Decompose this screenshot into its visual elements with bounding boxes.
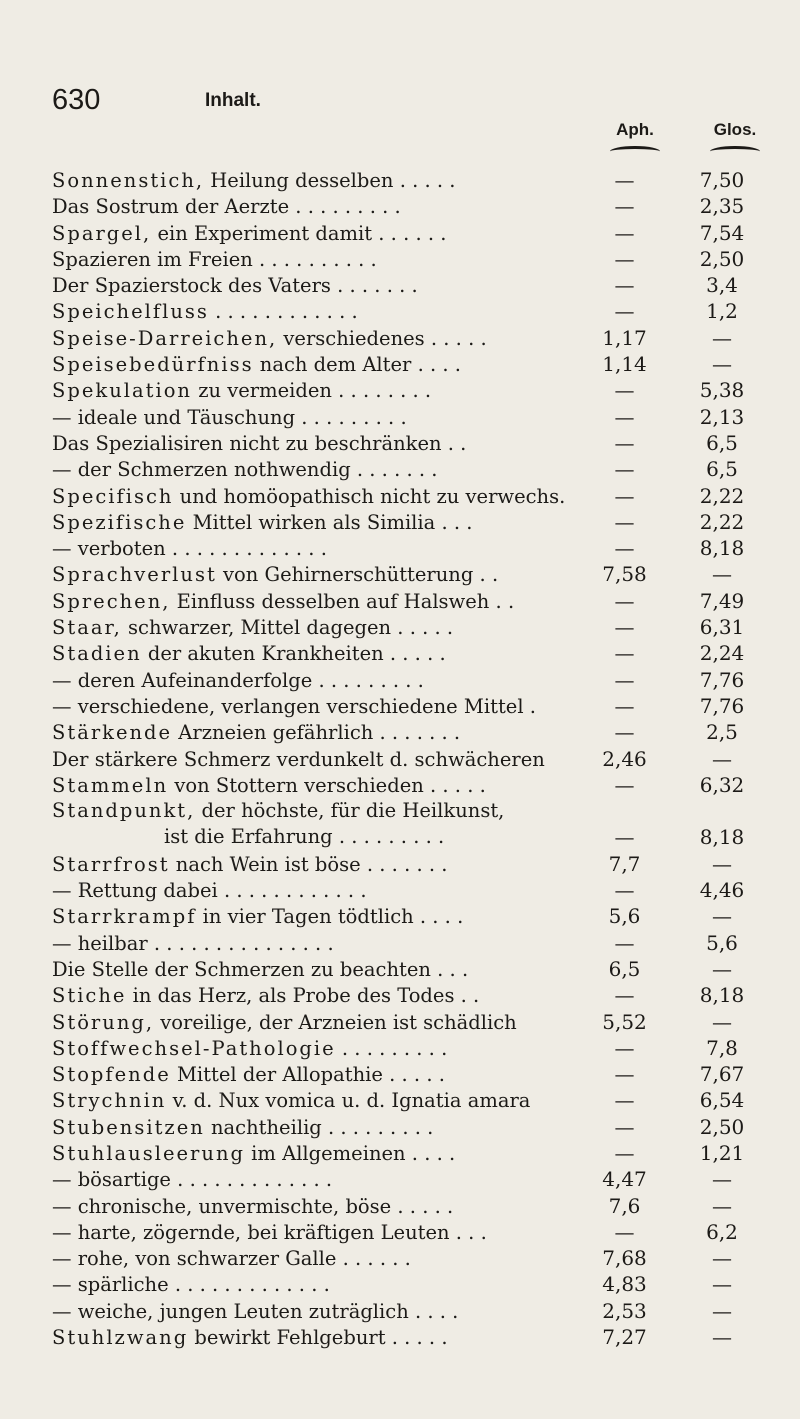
glos-reference: 2,50 xyxy=(699,246,745,271)
aph-reference: — xyxy=(614,457,635,482)
entry-headword: Sprachverlust xyxy=(52,563,217,587)
glos-reference: 8,18 xyxy=(699,536,745,561)
entry-description: — bösartige . . . . . . . . . . . . . xyxy=(52,1168,333,1192)
entry-description: Mittel wirken als Similia . . . xyxy=(186,510,473,534)
entry-description: Das Spezialisiren nicht zu beschränken . . xyxy=(52,431,467,455)
entry-headword: Staar, xyxy=(52,616,122,640)
entry-text xyxy=(52,1010,577,1036)
entry-description: voreilige, der Arzneien ist schädlich xyxy=(154,1010,517,1034)
entry-description: . . . . . . . . . xyxy=(335,1036,448,1060)
entry-description: der akuten Krankheiten . . . . . xyxy=(141,642,446,666)
glos-reference: 2,22 xyxy=(699,509,745,534)
entry-text xyxy=(52,194,577,220)
entry-description: — spärliche . . . . . . . . . . . . . xyxy=(52,1273,330,1297)
entry-headword: Spezifische xyxy=(52,510,187,534)
entry-text xyxy=(52,431,577,457)
glos-reference: 6,32 xyxy=(699,772,745,797)
entry-headword: Störung, xyxy=(52,1010,155,1034)
index-entry xyxy=(52,404,772,430)
entry-text xyxy=(52,615,577,641)
entry-description: Der Spazierstock des Vaters . . . . . . . xyxy=(52,274,418,298)
entry-description: Das Sostrum der Aerzte . . . . . . . . . xyxy=(52,195,401,219)
aph-reference: — xyxy=(614,693,635,718)
entry-description: Der stärkere Schmerz verdunkelt d. schwächeren xyxy=(52,747,545,771)
aph-reference: — xyxy=(614,299,635,324)
brace-aph xyxy=(610,146,660,157)
entry-text xyxy=(52,1325,577,1351)
entry-description: — rohe, von schwarzer Galle . . . . . . xyxy=(52,1247,411,1271)
entry-text xyxy=(52,1167,577,1193)
aph-reference: 7,6 xyxy=(608,1193,641,1218)
index-entry xyxy=(52,1298,772,1324)
aph-reference: 5,6 xyxy=(608,904,641,929)
glos-reference: — xyxy=(712,1167,732,1192)
entry-text xyxy=(52,904,577,930)
glos-reference: 7,49 xyxy=(699,588,745,613)
aph-reference: 7,58 xyxy=(602,562,647,587)
aph-reference: 7,27 xyxy=(602,1325,647,1350)
index-entry xyxy=(52,272,772,298)
aph-reference: — xyxy=(614,378,635,403)
entry-text xyxy=(52,1194,577,1220)
index-entry xyxy=(52,377,772,403)
aph-reference: — xyxy=(614,1140,635,1165)
index-entry xyxy=(52,667,772,693)
index-entry xyxy=(52,1245,772,1271)
aph-reference: — xyxy=(614,930,635,955)
entry-headword: Stuhlzwang xyxy=(52,1326,189,1350)
index-entry xyxy=(52,588,772,614)
entry-headword: Stopfende xyxy=(52,1063,171,1087)
aph-reference: 4,83 xyxy=(602,1272,647,1297)
aph-reference: 7,7 xyxy=(608,851,641,876)
glos-reference: 5,6 xyxy=(706,930,738,955)
index-entry xyxy=(52,798,772,851)
glos-reference: 7,8 xyxy=(706,1035,738,1060)
aph-reference: — xyxy=(614,404,635,429)
entry-text xyxy=(52,852,577,878)
aph-reference: 2,46 xyxy=(602,746,647,771)
entry-description: — deren Aufeinanderfolge . . . . . . . . . xyxy=(52,668,424,692)
index-entry xyxy=(52,325,772,351)
glos-reference: 6,5 xyxy=(706,430,738,455)
index-entry xyxy=(52,193,772,219)
entry-headword: Standpunkt, xyxy=(52,799,196,823)
entry-description: — der Schmerzen nothwendig . . . . . . . xyxy=(52,458,438,482)
index-entry xyxy=(52,693,772,719)
index-entry xyxy=(52,1324,772,1350)
glos-reference: — xyxy=(712,956,732,981)
aph-reference: — xyxy=(614,720,635,745)
entry-headword: Strychnin xyxy=(52,1089,167,1113)
aph-reference: — xyxy=(614,1114,635,1139)
entry-description: Arzneien gefährlich . . . . . . . xyxy=(172,721,461,745)
index-entry xyxy=(52,298,772,324)
entry-description: Die Stelle der Schmerzen zu beachten . . . xyxy=(52,957,469,981)
aph-reference: — xyxy=(614,536,635,561)
glos-reference: 5,38 xyxy=(699,378,745,403)
entry-text xyxy=(52,299,577,325)
entry-description: in vier Tagen tödtlich . . . . xyxy=(196,905,464,929)
entry-description: schwarzer, Mittel dagegen . . . . . xyxy=(121,616,454,640)
index-entry xyxy=(52,719,772,745)
aph-reference: — xyxy=(614,667,635,692)
index-entry xyxy=(52,746,772,772)
entry-text xyxy=(52,352,577,378)
glos-reference: 1,21 xyxy=(699,1140,745,1165)
entry-text xyxy=(52,221,577,247)
brace-glos xyxy=(710,146,760,157)
glos-reference: 2,35 xyxy=(699,194,745,219)
aph-reference: — xyxy=(614,194,635,219)
glos-reference: 3,4 xyxy=(706,273,738,298)
entry-headword: Stadien xyxy=(52,642,142,666)
entry-text xyxy=(52,510,577,536)
aph-reference: — xyxy=(614,615,635,640)
entry-headword: Speisebedürfniss xyxy=(52,353,254,377)
index-entry xyxy=(52,956,772,982)
aph-reference: — xyxy=(614,246,635,271)
entry-text xyxy=(52,405,577,431)
index-entry xyxy=(52,1009,772,1035)
entry-text xyxy=(52,747,577,773)
glos-reference: — xyxy=(712,352,732,377)
index-entry xyxy=(52,772,772,798)
index-entry xyxy=(52,220,772,246)
entry-headword: Stiche xyxy=(52,984,127,1008)
entry-headword: Stoffwechsel-Pathologie xyxy=(52,1036,336,1060)
aph-reference: 1,14 xyxy=(602,352,647,377)
aph-reference: — xyxy=(614,878,635,903)
entry-headword: Stubensitzen xyxy=(52,1115,205,1139)
entry-text xyxy=(52,1036,577,1062)
entry-text xyxy=(52,168,577,194)
entry-description: — weiche, jungen Leuten zuträglich . . . . xyxy=(52,1299,459,1323)
entry-text xyxy=(52,589,577,615)
entry-text xyxy=(52,484,577,510)
column-header-glos: Glos. xyxy=(713,120,757,139)
entry-description: Spazieren im Freien . . . . . . . . . . xyxy=(52,247,377,271)
entry-description: — harte, zögernde, bei kräftigen Leuten . . . xyxy=(52,1220,487,1244)
glos-reference: 8,18 xyxy=(699,983,745,1008)
entry-continuation: ist die Erfahrung . . . . . . . . . xyxy=(164,825,445,849)
index-entry xyxy=(52,430,772,456)
entry-description: nach Wein ist böse . . . . . . . xyxy=(169,852,448,876)
aph-reference: — xyxy=(614,825,635,850)
entry-headword: Specifisch xyxy=(52,484,174,508)
entry-description: — Rettung dabei . . . . . . . . . . . . xyxy=(52,879,367,903)
entry-text xyxy=(52,983,577,1009)
entry-text xyxy=(52,957,577,983)
entry-text xyxy=(52,694,577,720)
entry-description: verschiedenes . . . . . xyxy=(277,326,487,350)
entry-description: — ideale und Täuschung . . . . . . . . . xyxy=(52,405,407,429)
glos-reference: 2,50 xyxy=(699,1114,745,1139)
index-entry xyxy=(52,351,772,377)
entry-headword: Spekulation xyxy=(52,379,192,403)
aph-reference: — xyxy=(614,1088,635,1113)
aph-reference: — xyxy=(614,588,635,613)
running-head: Inhalt. xyxy=(205,90,261,111)
index-entry xyxy=(52,877,772,903)
entry-headword: Sprechen, xyxy=(52,589,171,613)
aph-reference: 2,53 xyxy=(602,1298,647,1323)
glos-reference: 1,2 xyxy=(706,299,738,324)
aph-reference: — xyxy=(614,1062,635,1087)
index-entry xyxy=(52,851,772,877)
glos-reference: 2,22 xyxy=(699,483,745,508)
entry-description: im Allgemeinen . . . . xyxy=(244,1141,456,1165)
index-entry xyxy=(52,246,772,272)
index-entry xyxy=(52,561,772,587)
aph-reference: — xyxy=(614,1219,635,1244)
glos-reference: — xyxy=(712,562,732,587)
entry-description: — chronische, unvermischte, böse . . . . . xyxy=(52,1194,454,1218)
entry-description: der höchste, für die Heilkunst, xyxy=(195,799,505,823)
index-entry xyxy=(52,1035,772,1061)
glos-reference: 6,2 xyxy=(706,1219,738,1244)
index-entry xyxy=(52,614,772,640)
glos-reference: 6,54 xyxy=(699,1088,745,1113)
glos-reference: 7,50 xyxy=(699,168,745,192)
index-entry xyxy=(52,1193,772,1219)
index-entry xyxy=(52,535,772,561)
entry-headword: Starrfrost xyxy=(52,852,170,876)
entry-text xyxy=(52,326,577,352)
entry-description: Mittel der Allopathie . . . . . xyxy=(170,1063,445,1087)
aph-reference: — xyxy=(614,641,635,666)
glos-reference: 2,24 xyxy=(699,641,745,666)
index-entry xyxy=(52,456,772,482)
index-entry xyxy=(52,1061,772,1087)
entry-description: Heilung desselben . . . . . xyxy=(204,169,456,192)
glos-reference: — xyxy=(712,851,732,876)
glos-reference: — xyxy=(712,1298,732,1323)
entry-text xyxy=(52,378,577,404)
entry-text xyxy=(52,641,577,667)
entry-headword: Sonnenstich, xyxy=(52,169,205,192)
glos-reference: 7,76 xyxy=(699,693,745,718)
entry-description: und homöopathisch nicht zu verwechs. xyxy=(173,484,566,508)
entry-description: zu vermeiden . . . . . . . . xyxy=(192,379,432,403)
entry-headword: Stuhlausleerung xyxy=(52,1141,245,1165)
aph-reference: — xyxy=(614,430,635,455)
index-entry xyxy=(52,509,772,535)
glos-reference: — xyxy=(712,1272,732,1297)
entry-text xyxy=(52,536,577,562)
aph-reference: 5,52 xyxy=(602,1009,647,1034)
entry-text xyxy=(52,878,577,904)
glos-reference: — xyxy=(712,1325,732,1350)
index-entry xyxy=(52,930,772,956)
entry-text xyxy=(52,273,577,299)
entry-description: — verboten . . . . . . . . . . . . . xyxy=(52,537,327,561)
index-entry xyxy=(52,1140,772,1166)
entry-text xyxy=(52,1299,577,1325)
page-number: 630 xyxy=(52,84,101,116)
glos-reference: — xyxy=(712,325,732,350)
entry-description: — verschiedene, verlangen verschiedene Mittel . xyxy=(52,694,536,718)
aph-reference: — xyxy=(614,220,635,245)
entry-text xyxy=(52,668,577,694)
glos-reference: 4,46 xyxy=(699,878,745,903)
entry-text xyxy=(52,247,577,273)
entry-text xyxy=(52,1062,577,1088)
aph-reference: 7,68 xyxy=(602,1246,647,1271)
aph-reference: — xyxy=(614,772,635,797)
entry-text xyxy=(52,1220,577,1246)
index-entry xyxy=(52,982,772,1008)
aph-reference: — xyxy=(614,1035,635,1060)
index-entry xyxy=(52,1114,772,1140)
entry-text xyxy=(52,1141,577,1167)
aph-reference: — xyxy=(614,983,635,1008)
entry-text xyxy=(52,1115,577,1141)
index-entry xyxy=(52,1271,772,1297)
entry-headword: Stammeln xyxy=(52,773,169,797)
glos-reference: 7,54 xyxy=(699,220,745,245)
column-header-aph: Aph. xyxy=(616,120,654,139)
entry-description: v. d. Nux vomica u. d. Ignatia amara xyxy=(166,1089,531,1113)
glos-reference: — xyxy=(712,1009,732,1034)
index-entries xyxy=(52,167,772,1350)
entry-description: nach dem Alter . . . . xyxy=(253,353,461,377)
glos-reference: 6,5 xyxy=(706,457,738,482)
entry-headword: Speise-Darreichen, xyxy=(52,326,278,350)
index-entry xyxy=(52,1087,772,1113)
aph-reference: — xyxy=(614,168,635,192)
glos-reference: 7,76 xyxy=(699,667,745,692)
entry-text xyxy=(52,931,577,957)
index-entry xyxy=(52,903,772,929)
entry-description: Einfluss desselben auf Halsweh . . xyxy=(170,589,515,613)
entry-description: ein Experiment damit . . . . . . xyxy=(151,221,447,245)
entry-headword: Speichelfluss xyxy=(52,300,209,324)
entry-description: — heilbar . . . . . . . . . . . . . . . xyxy=(52,931,334,955)
glos-reference: — xyxy=(712,746,732,771)
entry-text xyxy=(52,773,577,799)
index-entry xyxy=(52,1166,772,1192)
aph-reference: 4,47 xyxy=(602,1167,647,1192)
glos-reference: — xyxy=(712,1246,732,1271)
glos-reference: 2,13 xyxy=(699,404,745,429)
entry-text xyxy=(52,798,577,851)
glos-reference: 7,67 xyxy=(699,1062,745,1087)
entry-headword: Spargel, xyxy=(52,221,152,245)
glos-reference: — xyxy=(712,904,732,929)
index-entry xyxy=(52,640,772,666)
entry-text xyxy=(52,1088,577,1114)
glos-reference: 2,5 xyxy=(706,720,738,745)
entry-text xyxy=(52,720,577,746)
entry-text xyxy=(52,1246,577,1272)
entry-description: bewirkt Fehlgeburt . . . . . xyxy=(188,1326,448,1350)
glos-reference: 8,18 xyxy=(699,825,745,850)
entry-text xyxy=(52,457,577,483)
entry-text xyxy=(52,562,577,588)
entry-text xyxy=(52,1272,577,1298)
entry-description: von Stottern verschieden . . . . . xyxy=(168,773,486,797)
entry-headword: Stärkende xyxy=(52,721,173,745)
index-entry xyxy=(52,167,772,193)
aph-reference: — xyxy=(614,483,635,508)
glos-reference: — xyxy=(712,1193,732,1218)
aph-reference: — xyxy=(614,509,635,534)
entry-description: . . . . . . . . . . . . xyxy=(208,300,358,324)
entry-headword: Starrkrampf xyxy=(52,905,197,929)
index-entry xyxy=(52,483,772,509)
entry-description: in das Herz, als Probe des Todes . . xyxy=(126,984,480,1008)
glos-reference: 6,31 xyxy=(699,615,745,640)
aph-reference: — xyxy=(614,273,635,298)
index-entry xyxy=(52,1219,772,1245)
aph-reference: 6,5 xyxy=(608,956,641,981)
entry-description: nachtheilig . . . . . . . . . xyxy=(204,1115,434,1139)
aph-reference: 1,17 xyxy=(602,325,647,350)
entry-description: von Gehirnerschütterung . . xyxy=(216,563,499,587)
